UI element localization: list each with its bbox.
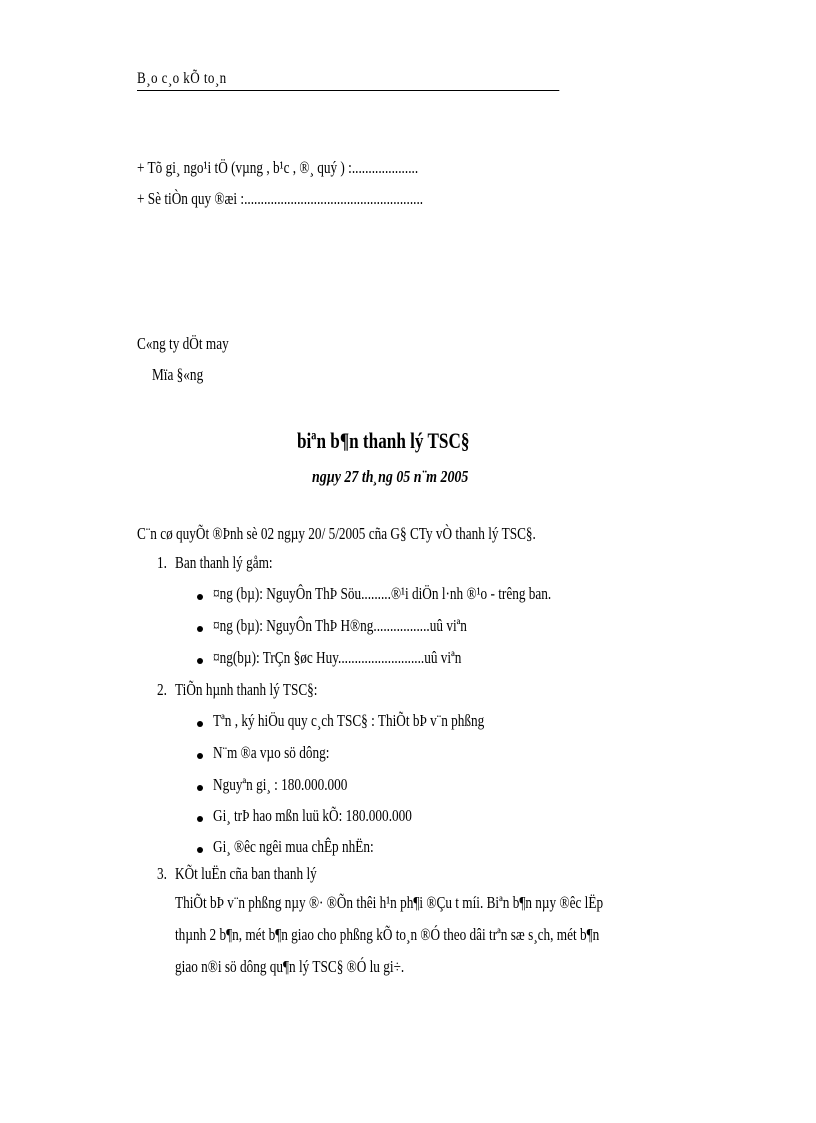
- conclusion-line: ThiÕt bÞ v¨n phßng nµy ®· ®Õn thêi h¹n ph¶i ®Çu t míi. Biªn b¶n nµy ®êc lËp: [175, 893, 604, 912]
- converted-amount-line: + Sè tiÒn quy ®æi :......................................................: [137, 189, 424, 208]
- conclusion-line: giao n®i sö dông qu¶n lý TSC§ ®Ó lu gi÷.: [175, 957, 405, 976]
- company-subname: Mïa §«ng: [152, 365, 204, 384]
- list-item: ¤ng(bµ): TrÇn §øc Huy..........................uû viªn: [213, 648, 462, 667]
- bullet-icon: [197, 847, 203, 853]
- section-2-heading: TiÕn hµnh thanh lý TSC§:: [175, 680, 318, 699]
- list-item: Gi¸ trÞ hao mßn luü kÕ: 180.000.000: [213, 806, 412, 825]
- bullet-icon: [197, 785, 203, 791]
- list-item: ¤ng (bµ): NguyÔn ThÞ H®ng.................uû viªn: [213, 616, 467, 635]
- list-item: Tªn , ký hiÖu quy c¸ch TSC§ : ThiÕt bÞ v¨n phßng: [213, 711, 485, 730]
- section-3-heading: KÕt luËn cña ban thanh lý: [175, 864, 317, 883]
- intro-paragraph: C¨n cø quyÕt ®Þnh sè 02 ngµy 20/ 5/2005 cña G§ CTy vÒ thanh lý TSC§.: [137, 524, 536, 543]
- bullet-icon: [197, 658, 203, 664]
- report-header: B¸o c¸o kÕ to¸n: [137, 70, 559, 91]
- bullet-icon: [197, 626, 203, 632]
- list-item: Gi¸ ®êc ngêi mua chÊp nhËn:: [213, 837, 374, 856]
- bullet-icon: [197, 594, 203, 600]
- company-name: C«ng ty dÖt may: [137, 334, 229, 353]
- list-item: N¨m ®a vµo sö dông:: [213, 743, 330, 762]
- document-date: ngµy 27 th¸ng 05 n¨m 2005: [312, 467, 469, 486]
- section-2-number: 2.: [157, 680, 167, 699]
- conclusion-line: thµnh 2 b¶n, mét b¶n giao cho phßng kÕ to¸n ®Ó theo dâi trªn sæ s¸ch, mét b¶n: [175, 925, 600, 944]
- section-1-number: 1.: [157, 553, 167, 572]
- bullet-icon: [197, 753, 203, 759]
- exchange-rate-line: + Tõ gi¸ ngo¹i tÖ (vµng , b¹c , ®¸ quý ) :....................: [137, 158, 419, 177]
- section-1-heading: Ban thanh lý gåm:: [175, 553, 273, 572]
- bullet-icon: [197, 721, 203, 727]
- document-title: biªn b¶n thanh lý TSC§: [297, 428, 470, 453]
- list-item: Nguyªn gi¸ : 180.000.000: [213, 775, 348, 794]
- bullet-icon: [197, 816, 203, 822]
- list-item: ¤ng (bµ): NguyÔn ThÞ Söu.........®¹i diÖn l·nh ®¹o - trêng ban.: [213, 584, 552, 603]
- section-3-number: 3.: [157, 864, 167, 883]
